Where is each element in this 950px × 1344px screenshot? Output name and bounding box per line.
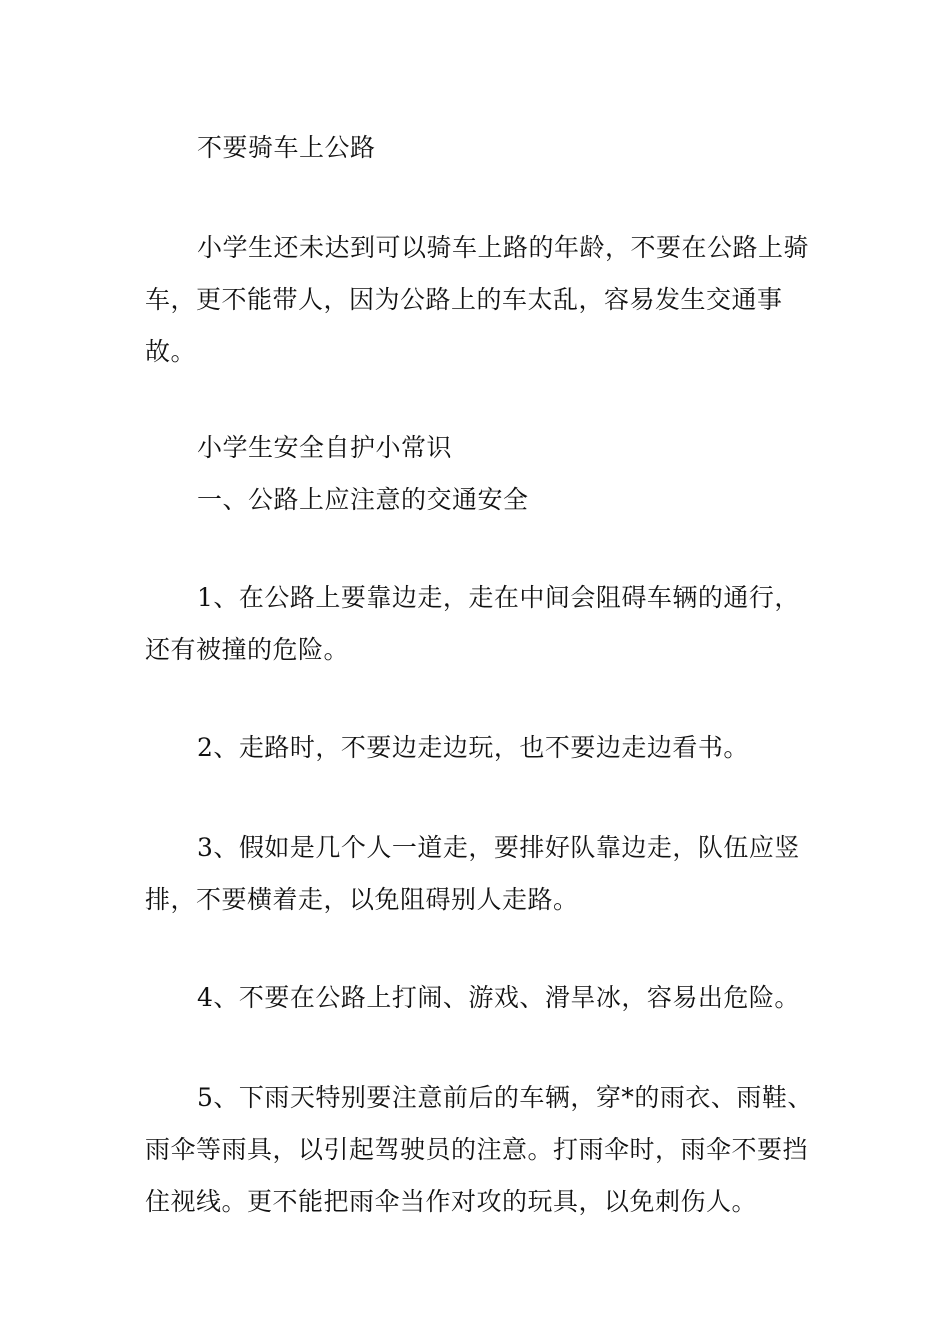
list-item: 2、走路时，不要边走边玩，也不要边走边看书。 bbox=[197, 733, 749, 762]
section-heading-safety-tips: 小学生安全自护小常识 bbox=[197, 433, 453, 462]
list-item: 1、在公路上要靠边走，走在中间会阻碍车辆的通行，还有被撞的危险。 bbox=[145, 583, 800, 664]
subsection-heading-road-safety: 一、公路上应注意的交通安全 bbox=[197, 485, 529, 514]
list-item: 4、不要在公路上打闹、游戏、滑旱冰，容易出危险。 bbox=[197, 983, 800, 1012]
list-item: 3、假如是几个人一道走，要排好队靠边走，队伍应竖排，不要横着走，以免阻碍别人走路。 bbox=[145, 833, 800, 914]
section-heading-no-cycling: 不要骑车上公路 bbox=[197, 133, 376, 162]
paragraph-no-cycling: 小学生还未达到可以骑车上路的年龄，不要在公路上骑车，更不能带人，因为公路上的车太乱，容易发生交通事故。 bbox=[145, 233, 810, 366]
list-item: 5、下雨天特别要注意前后的车辆，穿*的雨衣、雨鞋、雨伞等雨具，以引起驾驶员的注意。打雨伞时，雨伞不要挡住视线。更不能把雨伞当作对攻的玩具，以免刺伤人。 bbox=[145, 1083, 813, 1216]
